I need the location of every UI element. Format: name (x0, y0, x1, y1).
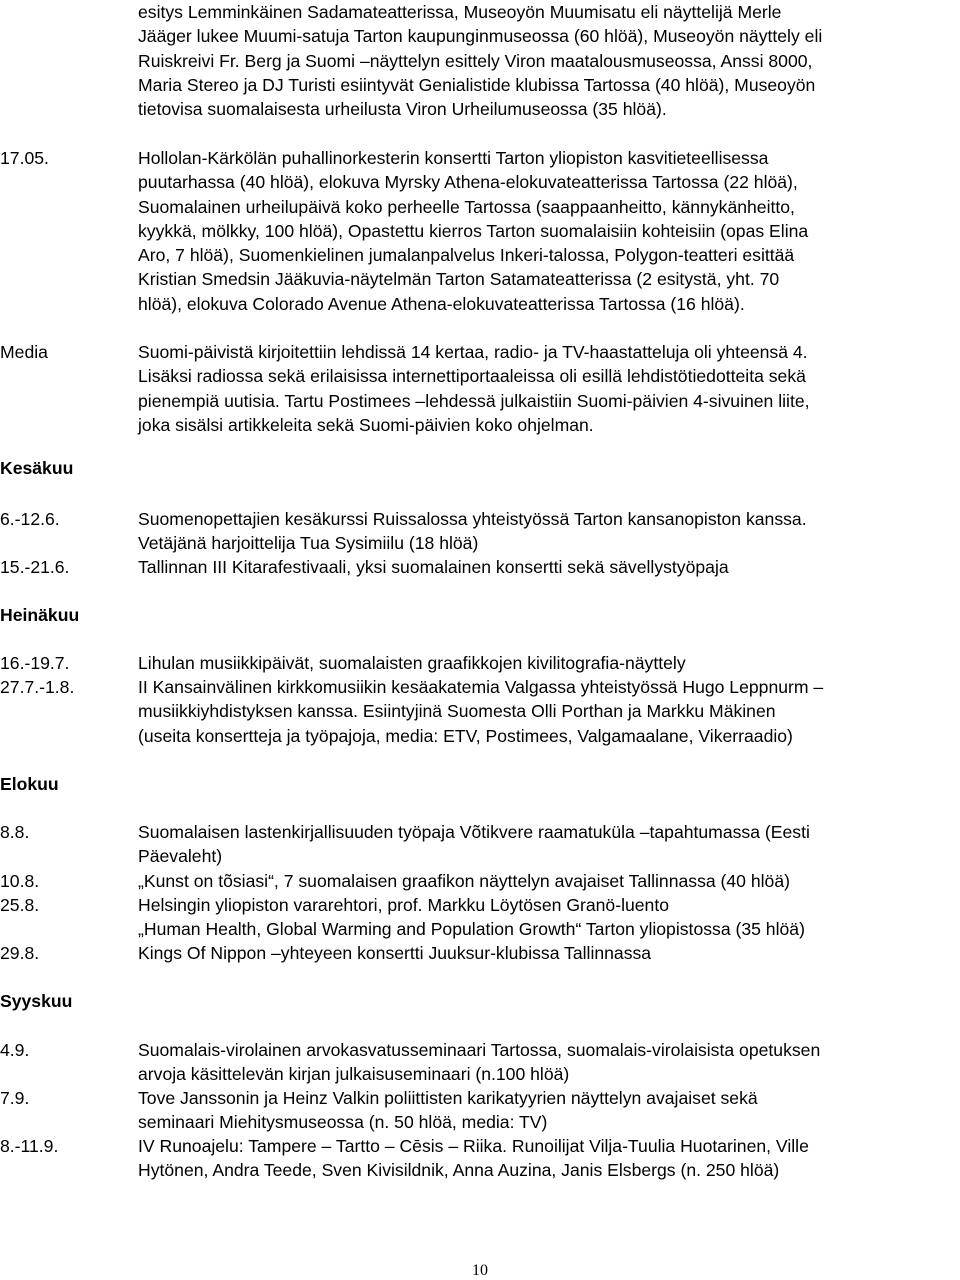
entry-date: 4.9. (0, 1040, 30, 1060)
entry-text (138, 869, 958, 893)
entry-line: Suomalais-virolainen arvokasvatusseminaari Tartossa, suomalais-virolaisista opetuksen (138, 1040, 821, 1060)
entry-text (138, 146, 958, 316)
entry-line: II Kansainvälinen kirkkomusiikin kesäakatemia Valgassa yhteistyössä Hugo Leppnurm – (138, 677, 824, 697)
entry-text (138, 675, 958, 748)
heading-heinakuu: Heinäkuu (0, 605, 80, 625)
entry-date: 27.7.-1.8. (0, 677, 75, 697)
entry-line: Päevaleht) (138, 846, 223, 867)
entry-line: seminaari Miehitysmuseossa (n. 50 hlöä, media: TV) (138, 1112, 548, 1133)
entry-line: joka sisälsi artikkeleita sekä Suomi-päivien koko ohjelman. (138, 414, 594, 435)
entry-line: Suomalainen urheilupäivä koko perheelle Tartossa (saappaanheitto, kännykänheitto, (138, 196, 795, 217)
entry-line: (useita konsertteja ja työpajoja, media: ETV, Postimees, Valgamaalane, Vikerraadio) (138, 725, 793, 746)
entry-line: musiikkiyhdistyksen kanssa. Esiintyjinä Suomesta Olli Porthan ja Markku Mäkinen (138, 701, 776, 722)
entry-line: Kristian Smedsin Jääkuvia-näytelmän Tarton Satamateatterissa (2 esitystä, yht. 70 (138, 269, 780, 290)
entry-date: 7.9. (0, 1088, 30, 1108)
entry-line: Vetäjänä harjoittelija Tua Sysimiilu (18 hlöä) (138, 533, 479, 554)
entry-line: tietovisa suomalaisesta urheilusta Viron Urheilumuseossa (35 hlöä). (138, 99, 667, 120)
entry-line: Jääger lukee Muumi-satuja Tarton kaupunginmuseossa (60 hlöä), Museoyön näyttely eli (138, 26, 823, 47)
entry-line: Lihulan musiikkipäivät, suomalaisten graafikkojen kivilitografia-näyttely (138, 653, 686, 673)
entry-line: hlöä), elokuva Colorado Avenue Athena-elokuvateatterissa Tartossa (16 hlöä). (138, 293, 745, 314)
entry-line: Kings Of Nippon –yhteyeen konsertti Juuksur-klubissa Tallinnassa (138, 943, 652, 963)
entry-line: Maria Stereo ja DJ Turisti esiintyvät Genialistide klubissa Tartossa (40 hlöä), Museoyön (138, 74, 816, 95)
entry-text (138, 893, 958, 942)
entry-date: 10.8. (0, 871, 40, 891)
page-number: 10 (472, 1262, 488, 1279)
entry-line: Lisäksi radiossa sekä erilaisissa internettiportaaleissa oli esillä lehdistötiedotteita sekä (138, 366, 806, 387)
entry-label: Media (0, 342, 48, 362)
entry-text (138, 0, 958, 121)
entry-date: 8.-11.9. (0, 1136, 59, 1156)
heading-syyskuu: Syyskuu (0, 991, 73, 1011)
entry-date: 25.8. (0, 895, 40, 915)
entry-line: Suomalaisen lastenkirjallisuuden työpaja Võtikvere raamatuküla –tapahtumassa (Eesti (138, 822, 810, 842)
entry-date: 16.-19.7. (0, 653, 70, 673)
entry-date: 29.8. (0, 943, 40, 963)
entry-date: 6.-12.6. (0, 509, 60, 529)
entry-line: Tove Janssonin ja Heinz Valkin poliittisten karikatyyrien näyttelyn avajaiset sekä (138, 1088, 758, 1108)
entry-text (138, 1038, 958, 1087)
entry-line: Hytönen, Andra Teede, Sven Kivisildnik, Anna Auzina, Janis Elsbergs (n. 250 hlöä) (138, 1160, 780, 1181)
heading-elokuu: Elokuu (0, 774, 59, 794)
entry-line: puutarhassa (40 hlöä), elokuva Myrsky Athena-elokuvateatterissa Tartossa (22 hlöä), (138, 172, 798, 193)
entry-text (138, 340, 958, 437)
heading-kesakuu: Kesäkuu (0, 458, 74, 478)
entry-line: Aro, 7 hlöä), Suomenkielinen jumalanpalvelus Inkeri-talossa, Polygon-teatteri esittää (138, 245, 795, 266)
entry-text (138, 941, 958, 965)
entry-line: „Human Health, Global Warming and Population Growth“ Tarton yliopistossa (35 hlöä) (138, 919, 805, 940)
entry-text (138, 1086, 958, 1135)
entry-date: 17.05. (0, 148, 49, 168)
entry-line: arvoja käsittelevän kirjan julkaisuseminaari (n.100 hlöä) (138, 1064, 570, 1085)
entry-line: Suomenopettajien kesäkurssi Ruissalossa yhteistyössä Tarton kansanopiston kanssa. (138, 509, 807, 529)
entry-line: Suomi-päivistä kirjoitettiin lehdissä 14 kertaa, radio- ja TV-haastatteluja oli yhteensä 4. (138, 342, 808, 362)
entry-line: Hollolan-Kärkölän puhallinorkesterin konsertti Tarton yliopiston kasvitieteellisessa (138, 148, 769, 168)
entry-line: IV Runoajelu: Tampere – Tartto – Cēsis – Riika. Runoilijat Vilja-Tuulia Huotarinen, Ville (138, 1136, 809, 1156)
entry-line: esitys Lemminkäinen Sadamateatterissa, Museoyön Muumisatu eli näyttelijä Merle (138, 2, 782, 22)
entry-text (138, 651, 958, 675)
entry-text (138, 820, 958, 869)
entry-date: 8.8. (0, 822, 30, 842)
entry-line: pienempiä uutisia. Tartu Postimees –lehdessä julkaistiin Suomi-päivien 4-sivuinen liite, (138, 390, 810, 411)
entry-line: kyykkä, mölkky, 100 hlöä), Opastettu kierros Tarton suomalaisiin kohteisiin (opas Elina (138, 220, 809, 241)
entry-line: Tallinnan III Kitarafestivaali, yksi suomalainen konsertti sekä sävellystyöpaja (138, 557, 729, 577)
entry-line: „Kunst on tõsiasi“, 7 suomalaisen graafikon näyttelyn avajaiset Tallinnassa (40 hlöä) (138, 871, 790, 891)
entry-text (138, 507, 958, 556)
entry-line: Ruiskreivi Fr. Berg ja Suomi –näyttelyn esittely Viron maatalousmuseossa, Anssi 8000, (138, 50, 813, 71)
entry-text (138, 1134, 958, 1183)
entry-line: Helsingin yliopiston vararehtori, prof. Markku Löytösen Granö-luento (138, 895, 670, 915)
entry-date: 15.-21.6. (0, 557, 70, 577)
entry-text (138, 555, 958, 579)
